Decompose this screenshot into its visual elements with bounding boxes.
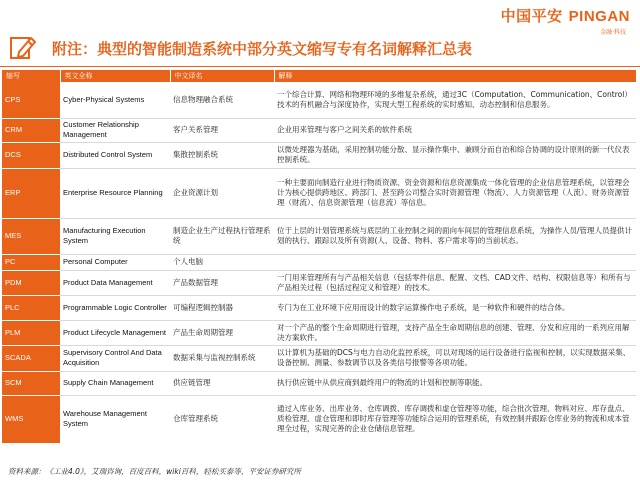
table-row	[2, 395, 636, 443]
row-abbr: SCM	[2, 371, 60, 395]
glossary-table	[2, 70, 637, 444]
row-english: Distributed Control System	[60, 142, 170, 168]
row-english: Personal Computer	[60, 254, 170, 270]
row-chinese: 产品生命周期管理	[170, 320, 274, 345]
brand-tagline: 金融·科技	[600, 29, 626, 36]
row-explanation: 对一个产品的整个生命周期进行管理，支持产品全生命周期信息的创建、管理、分发和应用的一系列应用解决方案软件。	[274, 320, 636, 345]
page-title: 附注：典型的智能制造系统中部分英文缩写专有名词解释汇总表	[52, 40, 473, 58]
row-explanation: 专门为在工业环境下应用而设计的数字运算操作电子系统，是一种软件和硬件的结合体。	[274, 295, 636, 320]
source-note: 资料来源：《工业4.0》，艾瑞咨询，百度百科，wiki百科，轻松买泰等，平安证券研究所	[8, 467, 301, 476]
row-abbr: ERP	[2, 168, 60, 218]
row-chinese: 仓库管理系统	[170, 395, 274, 443]
row-explanation: 通过入库业务、出库业务、仓库调拨、库存调拨和虚仓管理等功能，综合批次管理、物料对应、库存盘点、质检管理、虚仓管理和即时库存管理等功能综合运用的管理系统，有效控制并跟踪仓库业务的物流和成本管理全过程，实现完善的企业仓储信息管理。	[274, 395, 636, 443]
row-english: Customer Relationship Management	[60, 118, 170, 142]
row-abbr: SCADA	[2, 345, 60, 371]
row-abbr: PLC	[2, 295, 60, 320]
row-chinese: 制造企业生产过程执行管理系统	[170, 218, 274, 254]
row-chinese: 数据采集与监视控制系统	[170, 345, 274, 371]
col-header-chinese: 中文译名	[170, 70, 274, 82]
row-english: Product Data Management	[60, 270, 170, 295]
row-english: Warehouse Management System	[60, 395, 170, 443]
row-abbr: PC	[2, 254, 60, 270]
row-abbr: PLM	[2, 320, 60, 345]
row-chinese: 信息物理融合系统	[170, 82, 274, 118]
row-explanation	[274, 254, 636, 270]
row-abbr: DCS	[2, 142, 60, 168]
row-explanation: 企业用来管理与客户之间关系的软件系统	[274, 118, 636, 142]
row-explanation: 执行供应链中从供应商到最终用户的物流的计划和控制等职能。	[274, 371, 636, 395]
row-english: Manufacturing Execution System	[60, 218, 170, 254]
row-abbr: WMS	[2, 395, 60, 443]
brand-logo	[501, 5, 630, 36]
table-row	[2, 270, 636, 295]
row-abbr: MES	[2, 218, 60, 254]
row-explanation: 以计算机为基础的DCS与电力自动化监控系统，可以对现场的运行设备进行监视和控制，以实现数据采集、设备控制、测量、参数调节以及各类信号报警等各项功能。	[274, 345, 636, 371]
row-chinese: 个人电脑	[170, 254, 274, 270]
row-english: Programmable Logic Controller	[60, 295, 170, 320]
row-abbr: PDM	[2, 270, 60, 295]
table-row	[2, 82, 636, 118]
row-explanation: 一门用来管理所有与产品相关信息（包括零件信息、配置、文档、CAD文件、结构、权限信息等）和所有与产品相关过程（包括过程定义和管理）的技术。	[274, 270, 636, 295]
row-english: Cyber-Physical Systems	[60, 82, 170, 118]
pencil-icon	[10, 35, 36, 61]
table-row	[2, 254, 636, 270]
title-divider	[0, 66, 640, 67]
row-english: Product Lifecycle Management	[60, 320, 170, 345]
brand-en: PINGAN	[568, 8, 630, 25]
row-abbr: CPS	[2, 82, 60, 118]
row-chinese: 产品数据管理	[170, 270, 274, 295]
table-row	[2, 371, 636, 395]
title-row	[6, 34, 634, 62]
table-row	[2, 320, 636, 345]
row-chinese: 企业资源计划	[170, 168, 274, 218]
row-explanation: 一种主要面向制造行业进行物质资源、资金资源和信息资源集成一体化管理的企业信息管理系统，以管理会计为核心提供跨地区、跨部门、甚至跨公司整合实时资源管理（物流）、人力资源管理（人流）、财务资源管理（财流）、信息资源管理（信息流）等信息。	[274, 168, 636, 218]
table-row	[2, 142, 636, 168]
row-explanation: 位于上层的计划管理系统与底层的工业控制之间的面向车间层的管理信息系统，为操作人员/管理人员提供计划的执行、跟踪以及所有资源(人、设备、物料、客户需求等)的当前状态。	[274, 218, 636, 254]
col-header-explanation: 解释	[274, 70, 636, 82]
table-row	[2, 118, 636, 142]
row-chinese: 可编程逻辑控制器	[170, 295, 274, 320]
row-explanation: 一个综合计算、网络和物理环境的多维复杂系统，通过3C（Computation、Communication、Control）技术的有机融合与深度协作，实现大型工程系统的实时感知、动态控制和信息服务。	[274, 82, 636, 118]
brand-cn: 中国平安	[500, 7, 563, 25]
table-row	[2, 218, 636, 254]
table-row	[2, 168, 636, 218]
row-explanation: 以微处理器为基础，采用控制功能分散、显示操作集中、兼顾分而自治和综合协调的设计原则的新一代仪表控制系统。	[274, 142, 636, 168]
table-header-row	[2, 70, 636, 82]
row-english: Supply Chain Management	[60, 371, 170, 395]
table-row	[2, 345, 636, 371]
col-header-english: 英文全称	[60, 70, 170, 82]
row-english: Enterprise Resource Planning	[60, 168, 170, 218]
row-chinese: 集散控制系统	[170, 142, 274, 168]
header-bar	[0, 0, 640, 36]
row-abbr: CRM	[2, 118, 60, 142]
col-header-abbr: 缩写	[2, 70, 60, 82]
row-chinese: 客户关系管理	[170, 118, 274, 142]
row-chinese: 供应链管理	[170, 371, 274, 395]
row-english: Supervisory Control And Data Acquisition	[60, 345, 170, 371]
table-row	[2, 295, 636, 320]
